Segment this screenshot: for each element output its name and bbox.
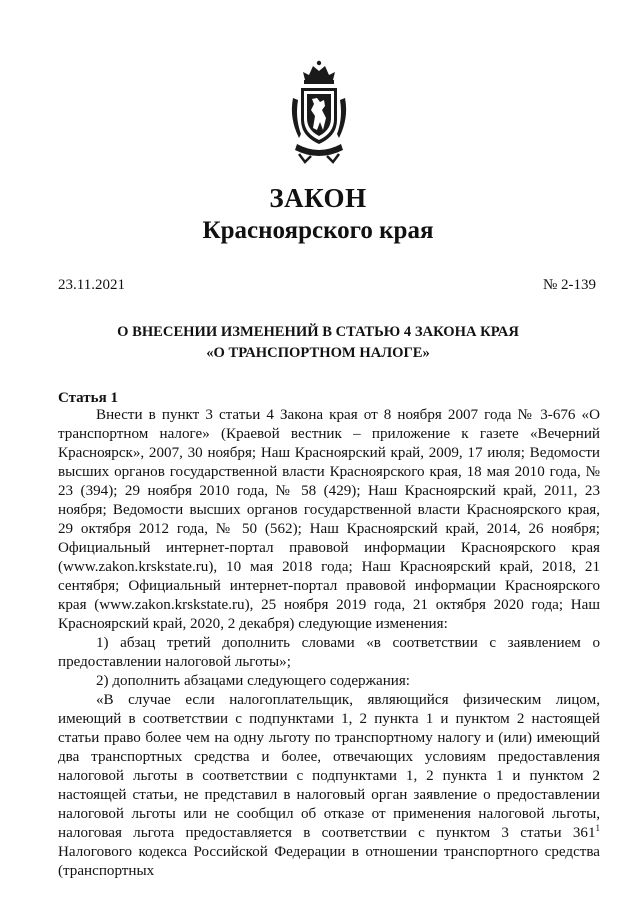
paragraph: Внести в пункт 3 статьи 4 Закона края от 8 ноября 2007 года № 3-676 «О транспортном налоге» (Краевой вестник – приложение к газете «Вечерний Красноярск», 2007, 30 ноября; Наш Красноярский край, 2009, 17 июля; Ведомости высших органов государственной власти Красноярского края, 18 мая 2010 года, № 23 (394); 29 ноября 2010 года, № 58 (429); Наш Красноярский край, 2011, 23 ноября; Ведомости высших органов государственной власти Красноярского края, 29 октября 2012 года, № 50 (562); Наш Красноярский край, 2014, 26 ноября; Официальный интернет-портал правовой информации Красноярского края (www.zakon.krskstate.ru), 10 мая 2018 года; Наш Красноярский край, 2018, 21 сентября; Официальный интернет-портал правовой информации Красноярского края (www.zakon.krskstate.ru), 25 ноября 2019 года, 21 октября 2020 года; Наш Красноярский край, 2020, 2 декабря) следующие изменения: bbox=[58, 407, 600, 632]
quote-text-part-2: Налогового кодекса Российской Федерации в отношении транспортного средства (транспортных bbox=[58, 844, 600, 879]
document-title: ЗАКОН bbox=[269, 183, 367, 213]
document-body bbox=[58, 406, 600, 881]
document-subtitle: Красноярского края bbox=[202, 217, 434, 244]
paragraph: 2) дополнить абзацами следующего содержания: bbox=[96, 673, 411, 689]
superscript: 1 bbox=[595, 822, 600, 833]
article-title: Статья 1 bbox=[58, 390, 118, 406]
law-heading-line-2: «О ТРАНСПОРТНОМ НАЛОГЕ» bbox=[206, 345, 430, 361]
quoted-paragraph bbox=[58, 691, 600, 881]
document-number: № 2-139 bbox=[542, 277, 596, 293]
document-date: 23.11.2021 bbox=[58, 277, 125, 293]
paragraph: 1) абзац третий дополнить словами «в соответствии с заявлением о предоставлении налоговой льготы»; bbox=[58, 635, 600, 670]
law-heading-line-1: О ВНЕСЕНИИ ИЗМЕНЕНИЙ В СТАТЬЮ 4 ЗАКОНА КРАЯ bbox=[117, 324, 519, 340]
quote-text-part-1: «В случае если налогоплательщик, являющийся физическим лицом, имеющий в соответствии с подпунктами 1, 2 пункта 1 и пунктом 2 настоящей статьи право более чем на одну льготу по транспортному налогу и (или) имеющий два транспортных средства и более, отвечающих условиям предоставления налоговой льготы в соответствии с подпунктами 1, 2 пункта 1 и пунктом 2 настоящей статьи, не представил в налоговый орган заявление о предоставлении налоговой льготы или не сообщил об отказе от применения налоговой льготы, налоговая льгота предоставляется в соответствии с пунктом 3 статьи 361 bbox=[58, 692, 600, 841]
coat-of-arms-icon bbox=[285, 58, 353, 168]
law-heading bbox=[40, 322, 596, 364]
